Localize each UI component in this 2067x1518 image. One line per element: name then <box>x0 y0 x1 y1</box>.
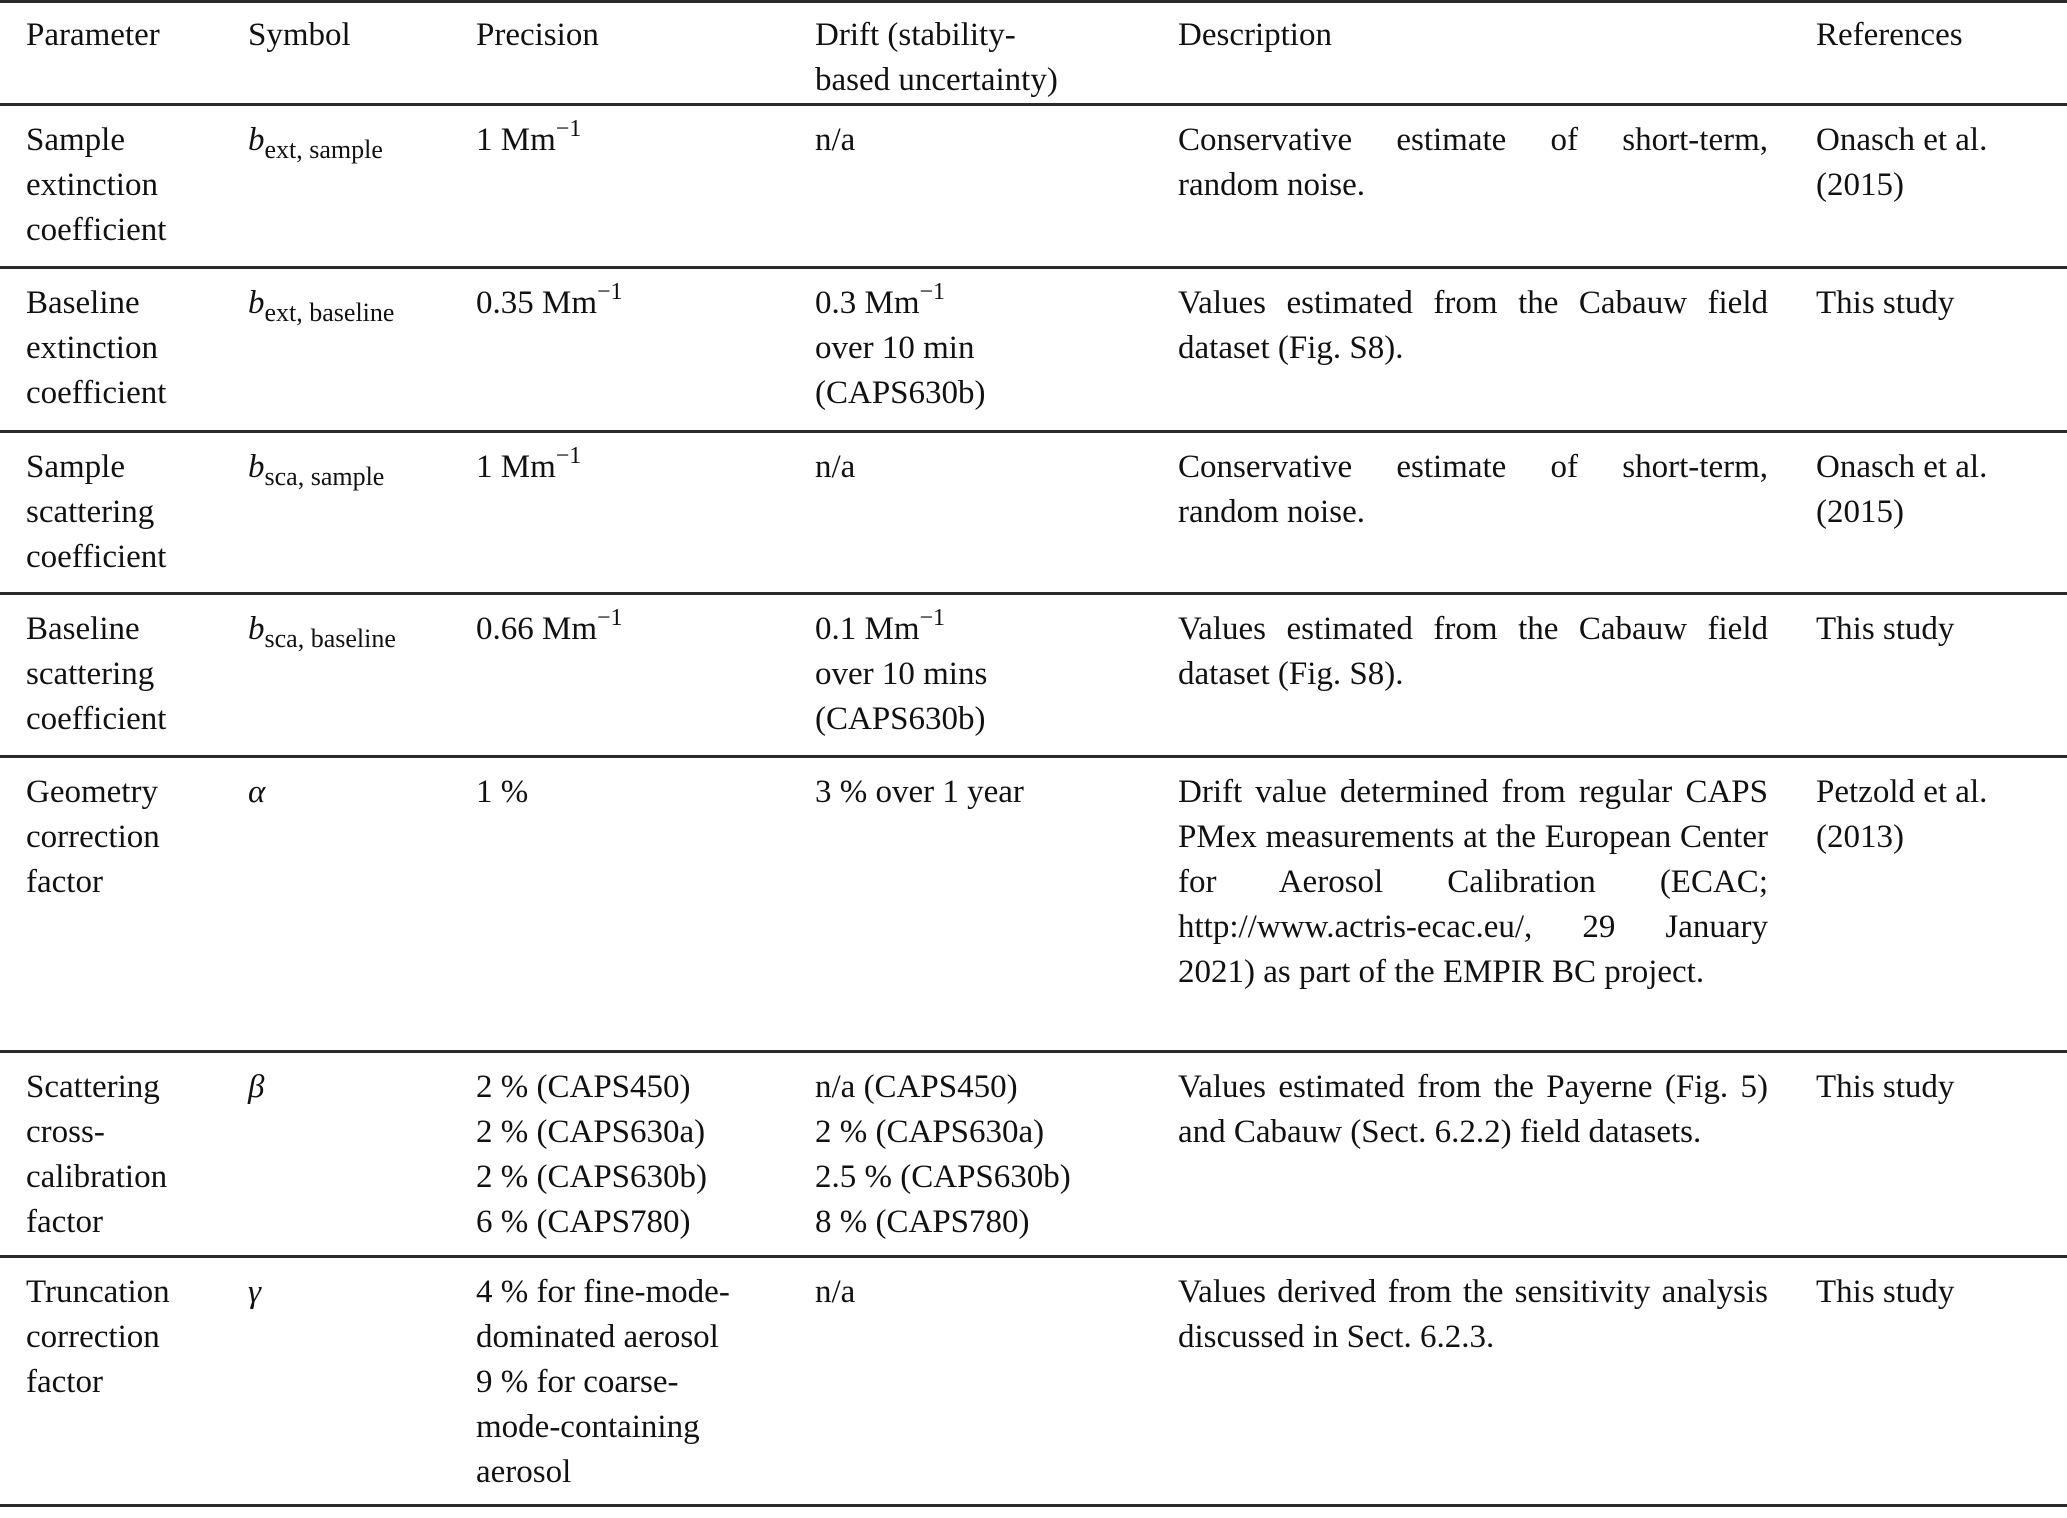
header-row <box>0 2 2067 105</box>
precision-line <box>476 1200 815 1245</box>
parameter-line: correction <box>26 1319 160 1355</box>
drift-line <box>815 1065 1178 1110</box>
symbol-subscript: sca, baseline <box>264 624 396 653</box>
symbol-base: γ <box>248 1274 262 1310</box>
drift-value: 0.1 Mm <box>815 611 920 647</box>
precision-line <box>476 770 815 815</box>
drift-value: 2.5 % (CAPS630b) <box>815 1159 1071 1195</box>
precision-value: 2 % (CAPS630a) <box>476 1114 706 1150</box>
header-drift <box>815 2 1178 105</box>
cell-precision <box>476 432 815 594</box>
symbol-subscript: ext, sample <box>264 135 383 164</box>
table-row <box>0 1052 2067 1257</box>
precision-value: 0.35 Mm <box>476 285 598 321</box>
drift-value: n/a <box>815 1274 856 1310</box>
cell-drift <box>815 757 1178 1052</box>
table-body <box>0 105 2067 1506</box>
cell-parameter <box>0 268 248 432</box>
parameter-line: scattering <box>26 494 155 530</box>
cell-precision <box>476 268 815 432</box>
header-parameter: Parameter <box>0 2 248 105</box>
precision-value: 0.66 Mm <box>476 611 598 647</box>
drift-line <box>815 1200 1178 1245</box>
parameter-line: Baseline <box>26 285 140 321</box>
cell-description <box>1178 432 1808 594</box>
parameter-line: Truncation <box>26 1274 170 1310</box>
description-text: Drift value determined from regular CAPS PMex measurements at the European Center for Aerosol Calibration (ECAC; http://www.actris-ecac.eu/, 29 January 2021) as part of the EMPIR BC project. <box>1178 774 1768 990</box>
precision-line <box>476 1065 815 1110</box>
parameter-line: Scattering <box>26 1069 160 1105</box>
cell-description <box>1178 105 1808 268</box>
precision-line <box>476 118 815 163</box>
cell-precision <box>476 105 815 268</box>
cell-parameter <box>0 105 248 268</box>
drift-value: n/a <box>815 449 856 485</box>
header-symbol: Symbol <box>248 2 476 105</box>
precision-value: 1 Mm <box>476 122 556 158</box>
cell-reference <box>1808 268 2067 432</box>
symbol-base: b <box>248 611 265 647</box>
drift-line <box>815 118 1178 163</box>
precision-value: mode-containing <box>476 1409 700 1445</box>
cell-parameter <box>0 1257 248 1506</box>
cell-precision <box>476 1052 815 1257</box>
precision-line <box>476 607 815 652</box>
precision-exponent: −1 <box>597 605 623 631</box>
drift-value: over 10 min <box>815 330 975 366</box>
cell-symbol <box>248 105 476 268</box>
drift-exponent: −1 <box>919 279 946 305</box>
description-text: Conservative estimate of short-term, random noise. <box>1178 449 1768 530</box>
parameter-line: coefficient <box>26 212 167 248</box>
cell-drift <box>815 268 1178 432</box>
cell-description <box>1178 594 1808 757</box>
parameter-line: Sample <box>26 122 125 158</box>
parameter-line: extinction <box>26 330 158 366</box>
precision-line <box>476 1405 815 1450</box>
symbol-base: b <box>248 122 265 158</box>
cell-reference <box>1808 594 2067 757</box>
drift-value: 2 % (CAPS630a) <box>815 1114 1045 1150</box>
drift-value: 3 % over 1 year <box>815 774 1024 810</box>
header-description: Description <box>1178 2 1808 105</box>
parameter-line: Baseline <box>26 611 140 647</box>
header-drift-line: Drift (stability- <box>815 17 1016 53</box>
cell-drift <box>815 432 1178 594</box>
cell-symbol <box>248 594 476 757</box>
drift-line <box>815 652 1178 697</box>
drift-value: (CAPS630b) <box>815 375 986 411</box>
description-text: Values estimated from the Cabauw field dataset (Fig. S8). <box>1178 611 1768 692</box>
precision-line <box>476 1360 815 1405</box>
cell-description <box>1178 268 1808 432</box>
description-text: Values estimated from the Payerne (Fig. 5) and Cabauw (Sect. 6.2.2) field datasets. <box>1178 1069 1768 1150</box>
symbol-base: b <box>248 285 265 321</box>
cell-symbol <box>248 268 476 432</box>
reference-line: This study <box>1816 611 1955 647</box>
parameter-line: factor <box>26 1204 103 1240</box>
cell-symbol <box>248 432 476 594</box>
drift-line <box>815 445 1178 490</box>
drift-line <box>815 281 1178 326</box>
cell-drift <box>815 1257 1178 1506</box>
parameter-line: factor <box>26 1364 103 1400</box>
parameter-line: scattering <box>26 656 155 692</box>
parameter-line: coefficient <box>26 539 167 575</box>
header-drift-line: based uncertainty) <box>815 62 1058 98</box>
precision-line <box>476 1110 815 1155</box>
precision-value: 1 % <box>476 774 529 810</box>
cell-drift <box>815 105 1178 268</box>
reference-line: (2013) <box>1816 819 1904 855</box>
cell-description <box>1178 1257 1808 1506</box>
precision-line <box>476 1315 815 1360</box>
parameter-line: Geometry <box>26 774 158 810</box>
drift-line <box>815 326 1178 371</box>
cell-precision <box>476 1257 815 1506</box>
reference-line: Petzold et al. <box>1816 774 1988 810</box>
reference-line: (2015) <box>1816 167 1904 203</box>
drift-value: n/a <box>815 122 856 158</box>
precision-exponent: −1 <box>555 443 582 469</box>
precision-line <box>476 1270 815 1315</box>
precision-value: 2 % (CAPS450) <box>476 1069 691 1105</box>
precision-value: aerosol <box>476 1454 572 1490</box>
parameter-line: correction <box>26 819 160 855</box>
symbol-base: b <box>248 449 265 485</box>
table-row <box>0 432 2067 594</box>
symbol-base: α <box>248 774 266 810</box>
cell-symbol <box>248 757 476 1052</box>
cell-symbol <box>248 1052 476 1257</box>
precision-line <box>476 1155 815 1200</box>
parameter-line: coefficient <box>26 701 167 737</box>
drift-value: n/a (CAPS450) <box>815 1069 1018 1105</box>
cell-parameter <box>0 594 248 757</box>
table-row <box>0 268 2067 432</box>
drift-line <box>815 1270 1178 1315</box>
precision-line <box>476 445 815 490</box>
table-row <box>0 594 2067 757</box>
precision-exponent: −1 <box>597 279 623 305</box>
drift-line <box>815 371 1178 416</box>
cell-reference <box>1808 432 2067 594</box>
precision-value: 1 Mm <box>476 449 556 485</box>
cell-parameter <box>0 757 248 1052</box>
parameter-line: factor <box>26 864 103 900</box>
header-precision: Precision <box>476 2 815 105</box>
description-text: Conservative estimate of short-term, random noise. <box>1178 122 1768 203</box>
parameter-line: extinction <box>26 167 158 203</box>
drift-value: 8 % (CAPS780) <box>815 1204 1030 1240</box>
precision-line <box>476 281 815 326</box>
cell-reference <box>1808 757 2067 1052</box>
reference-line: (2015) <box>1816 494 1904 530</box>
drift-line <box>815 1155 1178 1200</box>
drift-line <box>815 607 1178 652</box>
symbol-subscript: sca, sample <box>264 462 385 491</box>
cell-drift <box>815 1052 1178 1257</box>
description-text: Values estimated from the Cabauw field dataset (Fig. S8). <box>1178 285 1768 366</box>
table-row <box>0 105 2067 268</box>
cell-parameter <box>0 1052 248 1257</box>
cell-precision <box>476 757 815 1052</box>
description-text: Values derived from the sensitivity analysis discussed in Sect. 6.2.3. <box>1178 1274 1768 1355</box>
reference-line: This study <box>1816 1069 1955 1105</box>
header-references: References <box>1808 2 2067 105</box>
cell-precision <box>476 594 815 757</box>
drift-value: (CAPS630b) <box>815 701 986 737</box>
precision-exponent: −1 <box>555 116 582 142</box>
cell-reference <box>1808 105 2067 268</box>
table-row <box>0 757 2067 1052</box>
reference-line: This study <box>1816 1274 1955 1310</box>
cell-reference <box>1808 1257 2067 1506</box>
parameter-line: Sample <box>26 449 125 485</box>
cell-reference <box>1808 1052 2067 1257</box>
precision-value: 2 % (CAPS630b) <box>476 1159 708 1195</box>
precision-value: dominated aerosol <box>476 1319 719 1355</box>
precision-value: 6 % (CAPS780) <box>476 1204 691 1240</box>
cell-description <box>1178 757 1808 1052</box>
cell-symbol <box>248 1257 476 1506</box>
cell-drift <box>815 594 1178 757</box>
parameter-line: calibration <box>26 1159 168 1195</box>
drift-line <box>815 1110 1178 1155</box>
precision-line <box>476 1450 815 1495</box>
precision-value: 4 % for fine-mode- <box>476 1274 730 1310</box>
drift-value: over 10 mins <box>815 656 988 692</box>
precision-value: 9 % for coarse- <box>476 1364 679 1400</box>
reference-line: This study <box>1816 285 1955 321</box>
drift-value: 0.3 Mm <box>815 285 920 321</box>
parameter-line: coefficient <box>26 375 167 411</box>
table-row <box>0 1257 2067 1506</box>
cell-description <box>1178 1052 1808 1257</box>
reference-line: Onasch et al. <box>1816 122 1988 158</box>
symbol-base: β <box>248 1069 265 1105</box>
drift-line <box>815 770 1178 815</box>
drift-exponent: −1 <box>919 605 946 631</box>
drift-line <box>815 697 1178 742</box>
parameter-line: cross- <box>26 1114 105 1150</box>
cell-parameter <box>0 432 248 594</box>
reference-line: Onasch et al. <box>1816 449 1988 485</box>
symbol-subscript: ext, baseline <box>264 298 395 327</box>
